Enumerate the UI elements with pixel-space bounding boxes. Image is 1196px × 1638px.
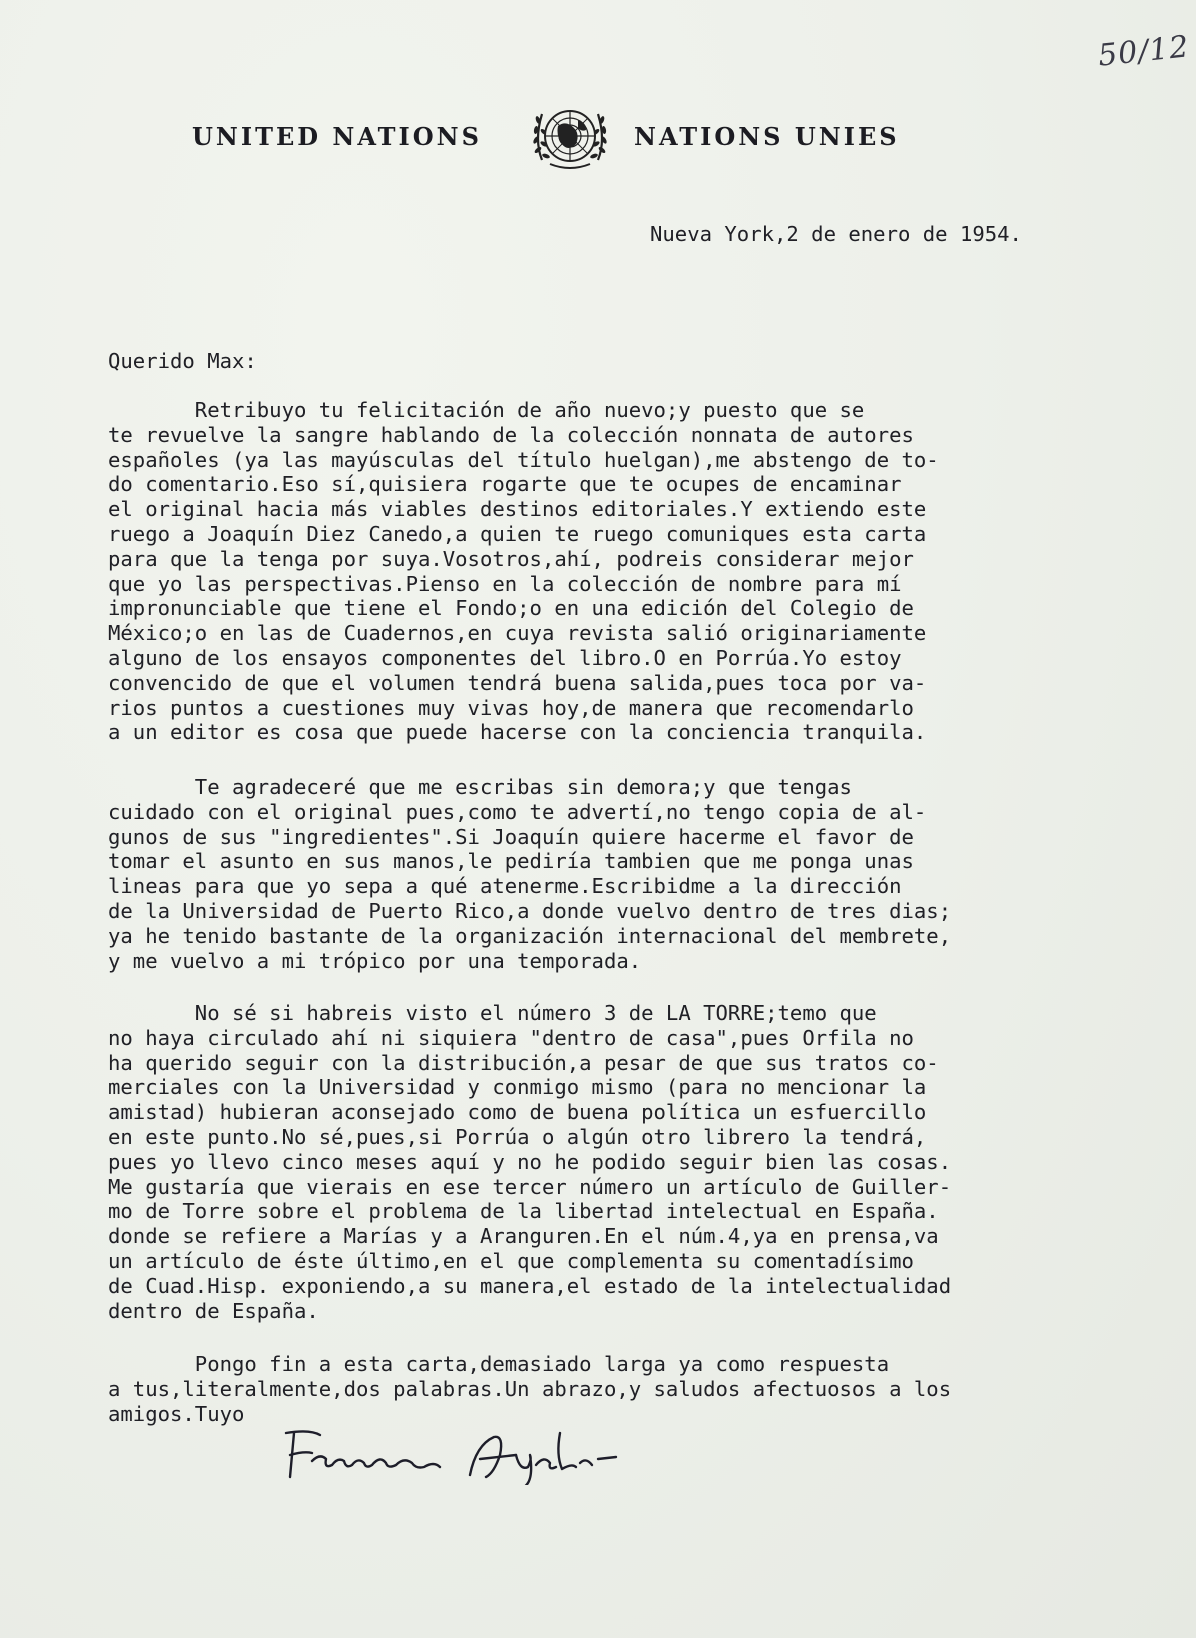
text-line: Me gustaría que vierais en ese tercer número un artículo de Guiller- <box>108 1174 952 1199</box>
text-line: que yo las perspectivas.Pienso en la colección de nombre para mí <box>108 571 902 596</box>
text-line: No sé si habreis visto el número 3 de LA TORRE;temo que <box>108 1001 877 1025</box>
text-line: amistad) hubieran aconsejado como de buena política un esfuercillo <box>108 1100 927 1125</box>
text-line: donde se refiere a Marías y a Aranguren.En el núm.4,ya en prensa,va <box>108 1224 939 1249</box>
text-line: México;o en las de Cuadernos,en cuya revista salió originariamente <box>108 621 927 646</box>
letterhead <box>0 100 1196 180</box>
text-line: para que la tenga por suya.Vosotros,ahí, podreis considerar mejor <box>108 546 914 571</box>
text-line: Retribuyo tu felicitación de año nuevo;y puesto que se <box>108 398 865 422</box>
text-line: alguno de los ensayos componentes del libro.O en Porrúa.Yo estoy <box>108 645 902 670</box>
text-line: lineas para que yo sepa a qué atenerme.Escribidme a la dirección <box>108 874 902 899</box>
text-line: de la Universidad de Puerto Rico,a donde vuelvo dentro de tres dias; <box>108 898 952 923</box>
text-line: impronunciable que tiene el Fondo;o en una edición del Colegio de <box>108 596 914 621</box>
text-line: gunos de sus "ingredientes".Si Joaquín quiere hacerme el favor de <box>108 824 914 849</box>
text-line: Te agradeceré que me escribas sin demora;y que tengas <box>108 775 852 799</box>
paragraph-3 <box>108 1001 1138 1323</box>
text-line: y me vuelvo a mi trópico por una temporada. <box>108 948 642 973</box>
text-line: mo de Torre sobre el problema de la libertad intelectual en España. <box>108 1199 939 1224</box>
paragraph-1 <box>108 398 1138 745</box>
text-line: ruego a Joaquín Diez Canedo,a quien te ruego comuniques esta carta <box>108 521 927 546</box>
text-line: rios puntos a cuestiones muy vivas hoy,de manera que recomendarlo <box>108 695 914 720</box>
handwritten-signature <box>280 1425 640 1485</box>
text-line: en este punto.No sé,pues,si Porrúa o algún otro librero la tendrá, <box>108 1124 927 1149</box>
salutation: Querido Max: <box>108 349 257 373</box>
letter-date: Nueva York,2 de enero de 1954. <box>650 222 1022 246</box>
text-line: tomar el asunto en sus manos,le pediría tambien que me ponga unas <box>108 849 914 874</box>
text-line: dentro de España. <box>108 1298 319 1323</box>
letterhead-english: UNITED NATIONS <box>192 122 482 151</box>
text-line: a un editor es cosa que puede hacerse con la conciencia tranquila. <box>108 720 927 745</box>
text-line: ha querido seguir con la distribución,a pesar de que sus tratos co- <box>108 1050 939 1075</box>
text-line: cuidado con el original pues,como te advertí,no tengo copia de al- <box>108 799 927 824</box>
text-line: Pongo fin a esta carta,demasiado larga ya como respuesta <box>108 1352 890 1376</box>
text-line: merciales con la Universidad y conmigo mismo (para no mencionar la <box>108 1075 927 1100</box>
text-line: de Cuad.Hisp. exponiendo,a su manera,el estado de la intelectualidad <box>108 1273 952 1298</box>
text-line: el original hacia más viables destinos editoriales.Y extiendo este <box>108 497 927 522</box>
letterhead-french: NATIONS UNIES <box>634 122 900 151</box>
text-line: a tus,literalmente,dos palabras.Un abrazo,y saludos afectuosos a los <box>108 1376 952 1401</box>
text-line: españoles (ya las mayúsculas del título huelgan),me abstengo de to- <box>108 447 939 472</box>
paragraph-4 <box>108 1352 1138 1426</box>
text-line: amigos.Tuyo <box>108 1401 245 1426</box>
text-line: te revuelve la sangre hablando de la colección nonnata de autores <box>108 422 914 447</box>
text-line: no haya circulado ahí ni siquiera "dentro de casa",pues Orfila no <box>108 1025 914 1050</box>
un-emblem-icon <box>528 100 612 174</box>
paragraph-2 <box>108 775 1138 973</box>
text-line: do comentario.Eso sí,quisiera rogarte que te ocupes de encaminar <box>108 472 902 497</box>
text-line: un artículo de éste último,en el que complementa su comentadísimo <box>108 1248 914 1273</box>
folio-number: 50/12 <box>1096 29 1192 74</box>
text-line: convencido de que el volumen tendrá buena salida,pues toca por va- <box>108 670 927 695</box>
text-line: pues yo llevo cinco meses aquí y no he podido seguir bien las cosas. <box>108 1149 952 1174</box>
text-line: ya he tenido bastante de la organización internacional del membrete, <box>108 923 952 948</box>
